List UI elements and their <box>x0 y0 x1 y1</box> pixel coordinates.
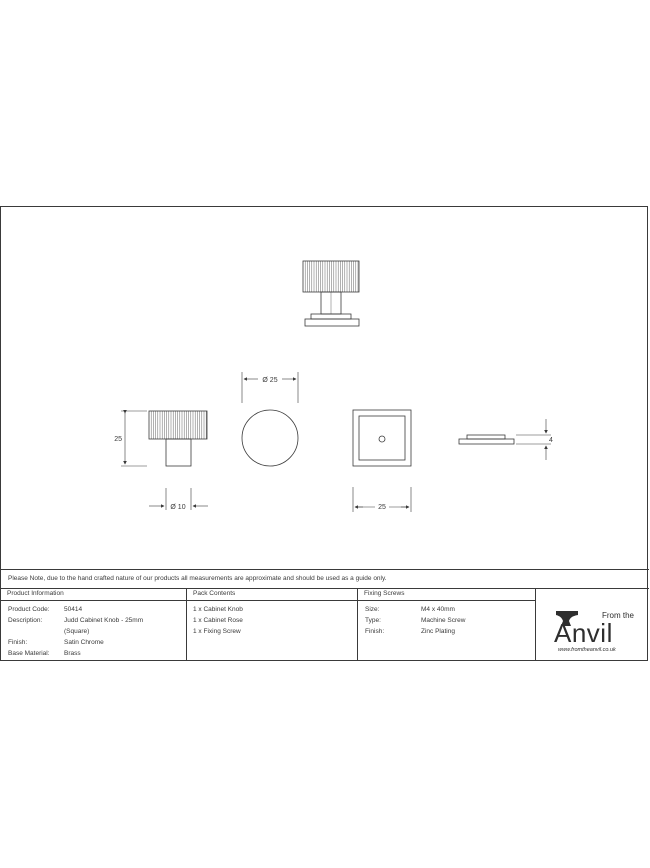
drawing-sheet <box>0 206 648 661</box>
product-info-row: Description: Judd Cabinet Knob - 25mm <box>8 617 144 624</box>
pack-contents-heading: Pack Contents <box>187 588 357 601</box>
logo-url: www.fromtheanvil.co.uk <box>558 647 616 653</box>
knurled-ribs <box>305 261 358 292</box>
spindle-diameter-label: Ø 10 <box>170 504 186 511</box>
anvil-logo-graphic <box>536 588 648 661</box>
fixing-screws-column <box>358 588 536 661</box>
fixing-screws-heading: Fixing Screws <box>358 588 535 601</box>
technical-drawing <box>1 207 649 569</box>
product-info-row: Product Code: 50414 <box>8 606 83 613</box>
knob-top-view <box>242 410 298 466</box>
top-diameter-label: Ø 25 <box>262 377 278 384</box>
drawing-canvas <box>1 207 649 569</box>
pack-item: 1 x Fixing Screw <box>193 628 241 635</box>
height-label: 25 <box>114 436 122 443</box>
pack-contents-column <box>187 588 358 661</box>
product-info-row: Finish: Satin Chrome <box>8 639 104 646</box>
height-dimension <box>121 411 147 466</box>
rose-thickness-dimension <box>516 419 551 460</box>
rose-thickness-label: 4 <box>549 437 553 444</box>
knurled-ribs-side <box>151 411 206 439</box>
rose-plan-view <box>353 410 411 466</box>
knob-side-view <box>149 411 207 466</box>
product-info-row: Base Material: Brass <box>8 650 81 657</box>
pack-item: 1 x Cabinet Rose <box>193 617 243 624</box>
screw-row: Type: Machine Screw <box>365 617 466 624</box>
disclaimer-note: Please Note, due to the hand crafted nature of our products all measurements are approximate and should be used as a guide only. <box>1 569 649 589</box>
rose-width-label: 25 <box>378 504 386 511</box>
product-info-row: (Square) <box>64 628 90 635</box>
knob-perspective-view <box>303 261 359 326</box>
screw-row: Size: M4 x 40mm <box>365 606 455 613</box>
pack-item: 1 x Cabinet Knob <box>193 606 243 613</box>
info-table <box>1 588 649 661</box>
product-information-column <box>1 588 187 661</box>
anvil-logo <box>536 588 648 661</box>
logo-from-the: From the <box>602 611 635 620</box>
rose-side-view <box>459 435 514 444</box>
logo-brand: Anvil <box>554 618 613 648</box>
screw-row: Finish: Zinc Plating <box>365 628 455 635</box>
product-information-heading: Product Information <box>1 588 186 601</box>
